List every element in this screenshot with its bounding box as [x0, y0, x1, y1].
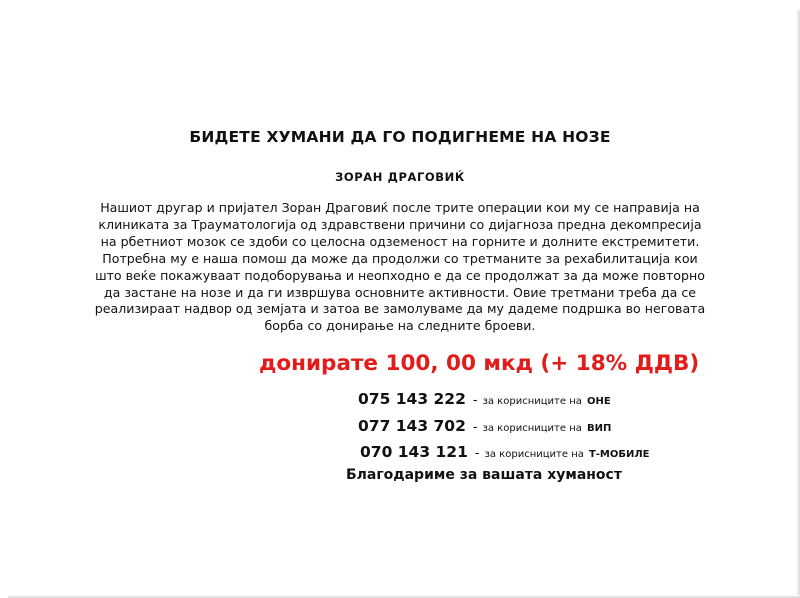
- phone-number: 070 143 121: [360, 443, 468, 461]
- phone-separator: -: [474, 446, 480, 461]
- appeal-line: борба со донирање на следните броеви.: [264, 318, 536, 334]
- page-title: БИДЕТЕ ХУМАНИ ДА ГО ПОДИГНЕМЕ НА НОЗЕ: [189, 128, 611, 146]
- operator-name: Т-МОБИЛЕ: [588, 449, 650, 460]
- phone-row-one: [358, 389, 611, 408]
- appeal-line: реализираат надвор од земјата и затоа ве замолуваме да му дадеме подршка во неговата: [94, 301, 706, 317]
- phone-note: за корисниците на: [484, 449, 584, 460]
- phone-row-vip: [358, 416, 611, 435]
- thanks-message: Благодариме за вашата хуманост: [346, 467, 622, 483]
- phone-separator: -: [472, 393, 478, 408]
- appeal-line: што веќе покажуваат подоборувања и неопходно е да се продолжат за да може повторно: [95, 267, 705, 283]
- phone-note: за корисниците на: [482, 423, 582, 434]
- phone-number: 077 143 702: [358, 417, 466, 435]
- appeal-line: да застане на нозе и да ги извршува основните активности. Овие третмани треба да се: [103, 284, 697, 300]
- person-name: ЗОРАН ДРАГОВИЌ: [335, 170, 465, 184]
- phone-separator: -: [472, 420, 478, 435]
- appeal-line: клиниката за Трауматологија од здравствени причини со дијагноза предна декомпресија: [98, 216, 702, 232]
- operator-name: ВИП: [586, 423, 612, 434]
- operator-name: ОНЕ: [586, 396, 611, 407]
- phone-number: 075 143 222: [358, 390, 466, 408]
- slide-shadow-right: [796, 10, 800, 596]
- donation-amount: донирате 100, 00 мкд (+ 18% ДДВ): [259, 351, 700, 376]
- appeal-line: Потребна му е наша помош да може да продолжи со третманите за рехабилитација кои: [102, 250, 698, 266]
- appeal-paragraph: [18, 200, 782, 335]
- phone-note: за корисниците на: [482, 396, 582, 407]
- phone-row-tmobile: [360, 442, 650, 461]
- appeal-line: Нашиот другар и пријател Зоран Драговиќ после трите операции кои му се направија на: [100, 200, 700, 215]
- appeal-line: на рбетниот мозок се здоби со целосна одземеност на горните и долните екстремитети.: [100, 233, 700, 249]
